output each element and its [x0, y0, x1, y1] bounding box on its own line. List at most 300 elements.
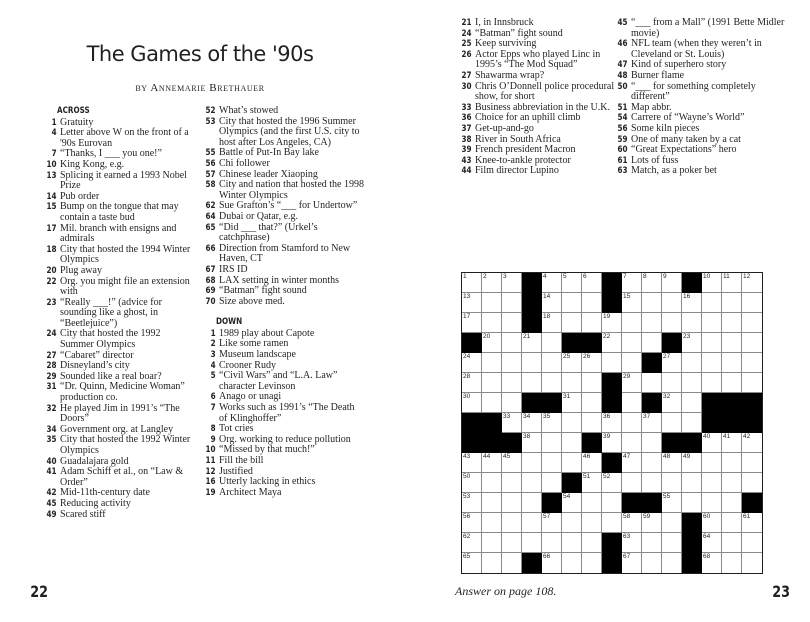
black-square: [702, 393, 722, 413]
clue-number: 43: [461, 155, 472, 166]
clue-text: King Kong, e.g.: [60, 158, 125, 170]
grid-cell[interactable]: [722, 433, 742, 453]
grid-cell[interactable]: [582, 513, 602, 533]
grid-cell[interactable]: [622, 353, 642, 373]
grid-cell[interactable]: [462, 373, 482, 393]
grid-cell[interactable]: [622, 333, 642, 353]
grid-cell[interactable]: [602, 473, 622, 493]
clue-number: 35: [46, 435, 57, 446]
grid-cell[interactable]: [522, 473, 542, 493]
grid-cell[interactable]: [682, 313, 702, 333]
grid-cell[interactable]: [742, 533, 762, 553]
grid-cell[interactable]: [502, 373, 522, 393]
cell-number: 28: [463, 373, 471, 380]
grid-cell[interactable]: [642, 373, 662, 393]
clue-number: 40: [46, 456, 57, 467]
grid-cell[interactable]: [542, 293, 562, 313]
black-square: [522, 553, 542, 573]
grid-cell[interactable]: [522, 513, 542, 533]
grid-cell[interactable]: [542, 333, 562, 353]
black-square: [642, 353, 662, 373]
down-clue: [611, 124, 786, 135]
clue-text: “Missed by that much!”: [219, 444, 315, 456]
grid-cell[interactable]: [502, 453, 522, 473]
grid-cell[interactable]: [622, 413, 642, 433]
grid-cell[interactable]: [642, 273, 662, 293]
across-clue: [40, 224, 196, 245]
grid-cell[interactable]: [462, 353, 482, 373]
grid-cell[interactable]: [562, 313, 582, 333]
down-clue: [611, 166, 786, 177]
grid-cell[interactable]: [522, 413, 542, 433]
grid-cell[interactable]: [702, 313, 722, 333]
grid-cell[interactable]: [502, 513, 522, 533]
clue-text: Shawarma wrap?: [475, 69, 545, 81]
grid-cell[interactable]: [662, 393, 682, 413]
grid-cell[interactable]: [722, 273, 742, 293]
grid-cell[interactable]: [682, 493, 702, 513]
clue-text: Justified: [219, 465, 253, 477]
cell-number: 26: [583, 353, 591, 360]
grid-cell[interactable]: [642, 293, 662, 313]
grid-cell[interactable]: [542, 553, 562, 573]
grid-cell[interactable]: [542, 373, 562, 393]
clue-text: “Really ___!” (advice for sounding like a ghost, in “Beetlejuice”): [60, 296, 162, 329]
clue-number: 69: [205, 286, 216, 297]
grid-cell[interactable]: [642, 313, 662, 333]
grid-cell[interactable]: [522, 353, 542, 373]
grid-cell[interactable]: [622, 293, 642, 313]
grid-cell[interactable]: [502, 533, 522, 553]
grid-cell[interactable]: [562, 413, 582, 433]
grid-cell[interactable]: [582, 533, 602, 553]
clue-number: 32: [46, 403, 57, 414]
grid-cell[interactable]: [622, 513, 642, 533]
grid-cell[interactable]: [642, 513, 662, 533]
grid-cell[interactable]: [662, 553, 682, 573]
grid-cell[interactable]: [562, 553, 582, 573]
black-square: [582, 433, 602, 453]
cell-number: 59: [643, 513, 651, 520]
clue-number: 1: [51, 117, 57, 128]
black-square: [682, 433, 702, 453]
cell-number: 64: [703, 533, 711, 540]
clue-number: 36: [461, 113, 472, 124]
grid-cell[interactable]: [522, 493, 542, 513]
puzzle-title: The Games of the '90s: [86, 42, 314, 66]
grid-cell[interactable]: [542, 513, 562, 533]
grid-cell[interactable]: [502, 273, 522, 293]
grid-cell[interactable]: [622, 473, 642, 493]
grid-cell[interactable]: [502, 493, 522, 513]
cell-number: 41: [723, 433, 731, 440]
cell-number: 20: [483, 333, 491, 340]
grid-cell[interactable]: [742, 553, 762, 573]
grid-cell[interactable]: [582, 313, 602, 333]
cell-number: 2: [483, 273, 487, 280]
grid-cell[interactable]: [702, 553, 722, 573]
black-square: [662, 333, 682, 353]
grid-cell[interactable]: [682, 473, 702, 493]
grid-cell[interactable]: [462, 313, 482, 333]
grid-cell[interactable]: [502, 313, 522, 333]
clue-text: Bump on the tongue that may contain a taste bud: [60, 201, 179, 223]
black-square: [742, 393, 762, 413]
grid-cell[interactable]: [542, 353, 562, 373]
grid-cell[interactable]: [582, 273, 602, 293]
clue-text: Anago or unagi: [219, 391, 282, 403]
grid-cell[interactable]: [662, 293, 682, 313]
grid-cell[interactable]: [522, 533, 542, 553]
black-square: [642, 493, 662, 513]
black-square: [662, 433, 682, 453]
grid-cell[interactable]: [622, 393, 642, 413]
clue-number: 12: [205, 466, 216, 477]
black-square: [462, 333, 482, 353]
grid-cell[interactable]: [702, 533, 722, 553]
cell-number: 31: [563, 393, 571, 400]
grid-cell[interactable]: [742, 473, 762, 493]
down-clue: [611, 82, 786, 103]
grid-cell[interactable]: [742, 353, 762, 373]
grid-cell[interactable]: [522, 333, 542, 353]
clue-number: 31: [46, 382, 57, 393]
grid-cell[interactable]: [602, 433, 622, 453]
grid-cell[interactable]: [482, 553, 502, 573]
grid-cell[interactable]: [622, 553, 642, 573]
black-square: [542, 493, 562, 513]
across-clue: [40, 277, 196, 298]
grid-cell[interactable]: [602, 333, 622, 353]
grid-cell[interactable]: [482, 453, 502, 473]
grid-cell[interactable]: [642, 533, 662, 553]
clue-number: 10: [46, 159, 57, 170]
grid-cell[interactable]: [462, 293, 482, 313]
clue-text: 1989 play about Capote: [219, 327, 315, 339]
grid-cell[interactable]: [702, 493, 722, 513]
grid-cell[interactable]: [482, 533, 502, 553]
puzzle-byline: by Annemarie Brethauer: [135, 82, 265, 94]
cell-number: 33: [503, 413, 511, 420]
grid-cell[interactable]: [462, 393, 482, 413]
grid-cell[interactable]: [562, 373, 582, 393]
grid-cell[interactable]: [602, 353, 622, 373]
black-square: [682, 553, 702, 573]
grid-cell[interactable]: [462, 273, 482, 293]
grid-cell[interactable]: [702, 293, 722, 313]
clue-text: Carrere of “Wayne’s World”: [631, 112, 745, 124]
clue-number: 44: [461, 166, 472, 177]
cell-number: 8: [643, 273, 647, 280]
clue-text: Tot cries: [219, 423, 254, 435]
grid-cell[interactable]: [682, 333, 702, 353]
grid-cell[interactable]: [542, 473, 562, 493]
grid-cell[interactable]: [742, 273, 762, 293]
grid-cell[interactable]: [722, 533, 742, 553]
clue-number: 9: [210, 434, 216, 445]
grid-cell[interactable]: [602, 413, 622, 433]
grid-cell[interactable]: [502, 353, 522, 373]
grid-cell[interactable]: [582, 553, 602, 573]
grid-cell[interactable]: [582, 413, 602, 433]
grid-cell[interactable]: [562, 393, 582, 413]
grid-cell[interactable]: [702, 333, 722, 353]
black-square: [482, 433, 502, 453]
grid-cell[interactable]: [542, 313, 562, 333]
clue-text: City that hosted the 1994 Winter Olympics: [60, 243, 191, 266]
grid-cell[interactable]: [642, 433, 662, 453]
clue-number: 4: [210, 360, 216, 371]
clue-number: 37: [461, 123, 472, 134]
grid-cell[interactable]: [582, 393, 602, 413]
clue-column-3: [455, 18, 615, 177]
grid-cell[interactable]: [582, 453, 602, 473]
cell-number: 65: [463, 553, 471, 560]
clue-text: IRS ID: [219, 263, 248, 275]
grid-cell[interactable]: [562, 433, 582, 453]
clue-text: French president Macron: [475, 144, 576, 156]
grid-cell[interactable]: [722, 293, 742, 313]
clue-text: Like some ramen: [219, 338, 289, 350]
grid-cell[interactable]: [722, 473, 742, 493]
grid-cell[interactable]: [662, 373, 682, 393]
grid-cell[interactable]: [642, 453, 662, 473]
clue-text: NFL team (when they weren’t in Cleveland or St. Louis): [631, 38, 762, 60]
grid-cell[interactable]: [742, 453, 762, 473]
grid-cell[interactable]: [722, 313, 742, 333]
clue-number: 64: [205, 211, 216, 222]
grid-cell[interactable]: [522, 373, 542, 393]
grid-cell[interactable]: [582, 353, 602, 373]
grid-cell[interactable]: [662, 273, 682, 293]
grid-cell[interactable]: [622, 373, 642, 393]
black-square: [562, 473, 582, 493]
grid-cell[interactable]: [542, 433, 562, 453]
grid-cell[interactable]: [482, 353, 502, 373]
grid-cell[interactable]: [582, 293, 602, 313]
grid-cell[interactable]: [642, 473, 662, 493]
grid-cell[interactable]: [662, 353, 682, 373]
grid-cell[interactable]: [742, 373, 762, 393]
clue-number: 38: [461, 134, 472, 145]
grid-cell[interactable]: [602, 513, 622, 533]
grid-cell[interactable]: [462, 473, 482, 493]
grid-cell[interactable]: [662, 413, 682, 433]
grid-cell[interactable]: [622, 453, 642, 473]
clue-number: 4: [51, 128, 57, 139]
clue-number: 5: [210, 371, 216, 382]
left-page-number: 22: [30, 582, 49, 601]
grid-cell[interactable]: [462, 493, 482, 513]
grid-cell[interactable]: [742, 433, 762, 453]
cell-number: 23: [683, 333, 691, 340]
grid-cell[interactable]: [742, 513, 762, 533]
grid-cell[interactable]: [482, 293, 502, 313]
clue-number: 34: [46, 424, 57, 435]
grid-cell[interactable]: [502, 293, 522, 313]
grid-cell[interactable]: [702, 373, 722, 393]
grid-cell[interactable]: [662, 493, 682, 513]
clue-number: 27: [461, 70, 472, 81]
clue-text: Chris O’Donnell police procedural show, for short: [475, 80, 615, 103]
grid-cell[interactable]: [722, 373, 742, 393]
clue-number: 14: [46, 191, 57, 202]
grid-cell[interactable]: [682, 293, 702, 313]
grid-cell[interactable]: [722, 553, 742, 573]
clue-text: “Dr. Quinn, Medicine Woman” production co.: [60, 381, 185, 404]
grid-cell[interactable]: [562, 533, 582, 553]
clue-text: Letter above W on the front of a '90s Eurovan: [60, 127, 189, 149]
grid-cell[interactable]: [562, 353, 582, 373]
black-square: [702, 413, 722, 433]
across-clue: [40, 245, 196, 266]
grid-cell[interactable]: [722, 453, 742, 473]
clue-text: “Great Expectations” hero: [631, 144, 737, 156]
grid-cell[interactable]: [562, 513, 582, 533]
grid-cell[interactable]: [462, 453, 482, 473]
cell-number: 58: [623, 513, 631, 520]
grid-cell[interactable]: [502, 473, 522, 493]
grid-cell[interactable]: [682, 453, 702, 473]
grid-cell[interactable]: [662, 473, 682, 493]
clue-number: 41: [46, 467, 57, 478]
grid-cell[interactable]: [482, 273, 502, 293]
black-square: [722, 393, 742, 413]
grid-cell[interactable]: [582, 493, 602, 513]
section-heading: ACROSS: [57, 106, 90, 116]
clue-text: Pub order: [60, 190, 100, 202]
grid-cell[interactable]: [562, 493, 582, 513]
grid-cell[interactable]: [462, 533, 482, 553]
clue-number: 28: [46, 361, 57, 372]
grid-cell[interactable]: [622, 533, 642, 553]
grid-cell[interactable]: [462, 553, 482, 573]
grid-cell[interactable]: [702, 473, 722, 493]
grid-cell[interactable]: [482, 493, 502, 513]
grid-cell[interactable]: [742, 293, 762, 313]
grid-cell[interactable]: [482, 473, 502, 493]
down-clue: [455, 18, 615, 29]
grid-cell[interactable]: [542, 273, 562, 293]
grid-cell[interactable]: [602, 493, 622, 513]
grid-cell[interactable]: [562, 273, 582, 293]
section-heading: DOWN: [216, 317, 243, 328]
grid-cell[interactable]: [742, 313, 762, 333]
grid-cell[interactable]: [582, 473, 602, 493]
grid-cell[interactable]: [722, 333, 742, 353]
grid-cell[interactable]: [702, 273, 722, 293]
grid-cell[interactable]: [542, 533, 562, 553]
grid-cell[interactable]: [722, 353, 742, 373]
clue-number: 42: [46, 488, 57, 499]
grid-cell[interactable]: [482, 333, 502, 353]
clue-number: 53: [205, 116, 216, 127]
across-clue: [40, 499, 196, 510]
grid-cell[interactable]: [702, 453, 722, 473]
black-square: [642, 393, 662, 413]
grid-cell[interactable]: [642, 553, 662, 573]
clue-text: I, in Innsbruck: [475, 17, 534, 28]
cell-number: 39: [603, 433, 611, 440]
grid-cell[interactable]: [462, 513, 482, 533]
grid-cell[interactable]: [542, 413, 562, 433]
grid-cell[interactable]: [502, 333, 522, 353]
grid-cell[interactable]: [662, 313, 682, 333]
cell-number: 60: [703, 513, 711, 520]
clue-text: “Thanks, I ___ you one!”: [60, 148, 162, 160]
black-square: [562, 333, 582, 353]
grid-cell[interactable]: [642, 333, 662, 353]
grid-cell[interactable]: [662, 533, 682, 553]
grid-cell[interactable]: [502, 553, 522, 573]
grid-cell[interactable]: [682, 353, 702, 373]
clue-text: “Batman” fight sound: [219, 285, 307, 297]
grid-cell[interactable]: [662, 513, 682, 533]
black-square: [682, 533, 702, 553]
grid-cell[interactable]: [582, 373, 602, 393]
across-clue: [199, 180, 364, 201]
grid-cell[interactable]: [702, 353, 722, 373]
cell-number: 4: [543, 273, 547, 280]
grid-cell[interactable]: [482, 373, 502, 393]
grid-cell[interactable]: [682, 413, 702, 433]
grid-cell[interactable]: [482, 393, 502, 413]
grid-cell[interactable]: [682, 393, 702, 413]
grid-cell[interactable]: [722, 513, 742, 533]
grid-cell[interactable]: [542, 453, 562, 473]
down-clue: [455, 82, 615, 103]
black-square: [522, 313, 542, 333]
grid-cell[interactable]: [742, 333, 762, 353]
cell-number: 54: [563, 493, 571, 500]
grid-cell[interactable]: [482, 513, 502, 533]
clue-text: Splicing it earned a 1993 Nobel Prize: [60, 169, 187, 192]
clue-number: 54: [617, 113, 628, 124]
grid-cell[interactable]: [622, 273, 642, 293]
clue-text: Some kiln pieces: [631, 122, 700, 134]
clue-number: 62: [205, 201, 216, 212]
clue-number: 70: [205, 296, 216, 307]
black-square: [682, 513, 702, 533]
cell-number: 6: [583, 273, 587, 280]
black-square: [462, 433, 482, 453]
grid-cell[interactable]: [622, 313, 642, 333]
grid-cell[interactable]: [702, 433, 722, 453]
grid-cell[interactable]: [502, 393, 522, 413]
cell-number: 45: [503, 453, 511, 460]
grid-cell[interactable]: [522, 433, 542, 453]
grid-cell[interactable]: [642, 413, 662, 433]
black-square: [502, 433, 522, 453]
clue-text: One of many taken by a cat: [631, 133, 741, 145]
grid-cell[interactable]: [522, 453, 542, 473]
grid-cell[interactable]: [602, 313, 622, 333]
grid-cell[interactable]: [702, 513, 722, 533]
grid-cell[interactable]: [562, 293, 582, 313]
grid-cell[interactable]: [482, 313, 502, 333]
grid-cell[interactable]: [622, 433, 642, 453]
grid-cell[interactable]: [662, 453, 682, 473]
grid-cell[interactable]: [562, 453, 582, 473]
grid-cell[interactable]: [682, 373, 702, 393]
cell-number: 57: [543, 513, 551, 520]
grid-cell[interactable]: [722, 493, 742, 513]
clue-text: Government org. at Langley: [60, 423, 174, 435]
clue-text: Battle of Put-In Bay lake: [219, 147, 319, 159]
grid-cell[interactable]: [502, 413, 522, 433]
cell-number: 27: [663, 353, 671, 360]
cell-number: 37: [643, 413, 651, 420]
